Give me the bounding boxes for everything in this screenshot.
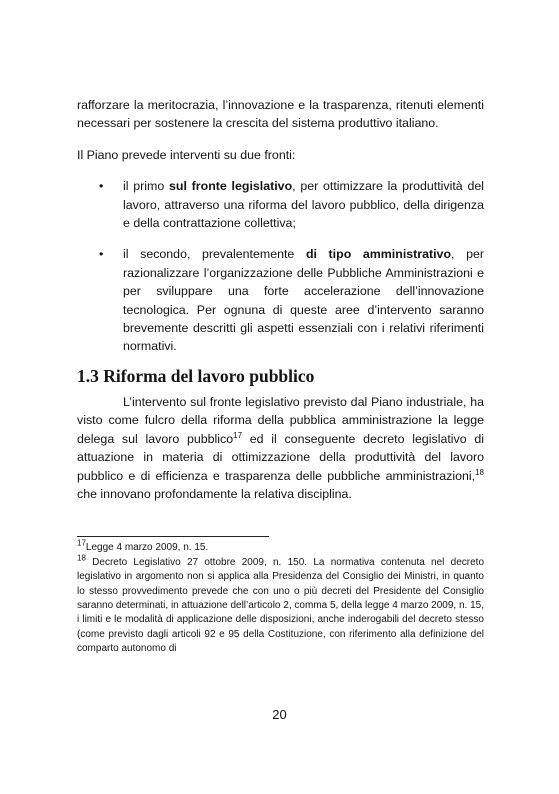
footnote-ref: 17 bbox=[233, 430, 243, 440]
bullet-item bbox=[77, 245, 484, 355]
paragraph-text: che innovano profondamente la relativa disciplina. bbox=[77, 486, 352, 501]
bullet-bold-text: di tipo amministrativo bbox=[305, 247, 452, 262]
page-number: 20 bbox=[272, 707, 287, 722]
bullet-text: il primo bbox=[123, 179, 170, 194]
footnote-number: 18 bbox=[77, 553, 86, 563]
bullet-text: , per razionalizzare l’organizzazione delle Pubbliche Amministrazioni e per sviluppare una forte accelerazione dell’innovazione tecnologica. Per ognuna di queste aree d’intervento saranno brevemente descritti gli aspetti essenziali con i relativi riferimenti normativi. bbox=[123, 247, 484, 354]
bullet-icon: • bbox=[99, 247, 104, 262]
paragraph: rafforzare la meritocrazia, l’innovazione e la trasparenza, ritenuti elementi necessari per sostenere la crescita del sistema produttivo italiano. bbox=[77, 98, 484, 131]
section-heading: 1.3 Riforma del lavoro pubblico bbox=[77, 365, 315, 386]
footnote-text: Decreto Legislativo 27 ottobre 2009, n. 150. La normativa contenuta nel decreto legislativo in argomento non si applica alla Presidenza del Consiglio dei Ministri, in quanto lo stesso provvedimento prevede che con uno o più decreti del Presidente del Consiglio saranno determinati, in attuazione dell’articolo 2, comma 5, della legge 4 marzo 2009, n. 15, i limiti e le modalità di applicazione delle disposizioni, anche inderogabili del decreto stesso (come previsto dagli articoli 92 e 95 della Costituzione, con riferimento alla definizione del comparto autonomo di bbox=[77, 556, 484, 655]
paragraph: Il Piano prevede interventi su due fronti: bbox=[77, 147, 296, 162]
paragraph-text: ed il conseguente decreto legislativo di attuazione in materia di ottimizzazione della produttività del lavoro pubblico e di efficienza e trasparenza delle pubbliche amministrazioni, bbox=[77, 431, 484, 483]
footnote-text: Legge 4 marzo 2009, n. 15. bbox=[85, 542, 209, 554]
footnote bbox=[77, 538, 484, 555]
document-page bbox=[77, 96, 484, 655]
footnote-ref: 18 bbox=[475, 467, 484, 477]
footnote-number: 17 bbox=[77, 538, 86, 548]
bullet-bold-text: sul fronte legislativo bbox=[169, 179, 293, 194]
bullet-item bbox=[77, 177, 484, 232]
section-paragraph bbox=[77, 393, 484, 503]
bullet-text: il secondo, prevalentemente bbox=[123, 247, 306, 262]
paragraph-text: L’intervento sul fronte legislativo previsto dal Piano industriale, ha visto come fulcro della riforma della pubblica amministrazione la legge delega sul lavoro pubblico bbox=[77, 394, 484, 446]
bullet-text: , per ottimizzare la produttività del lavoro, attraverso una riforma del lavoro pubblico, della dirigenza e della contrattazione collettiva; bbox=[123, 179, 484, 231]
bullet-list bbox=[77, 177, 484, 356]
footnote-separator bbox=[77, 536, 269, 537]
footnotes bbox=[77, 538, 484, 655]
footnote bbox=[77, 553, 484, 657]
bullet-icon: • bbox=[99, 179, 104, 194]
